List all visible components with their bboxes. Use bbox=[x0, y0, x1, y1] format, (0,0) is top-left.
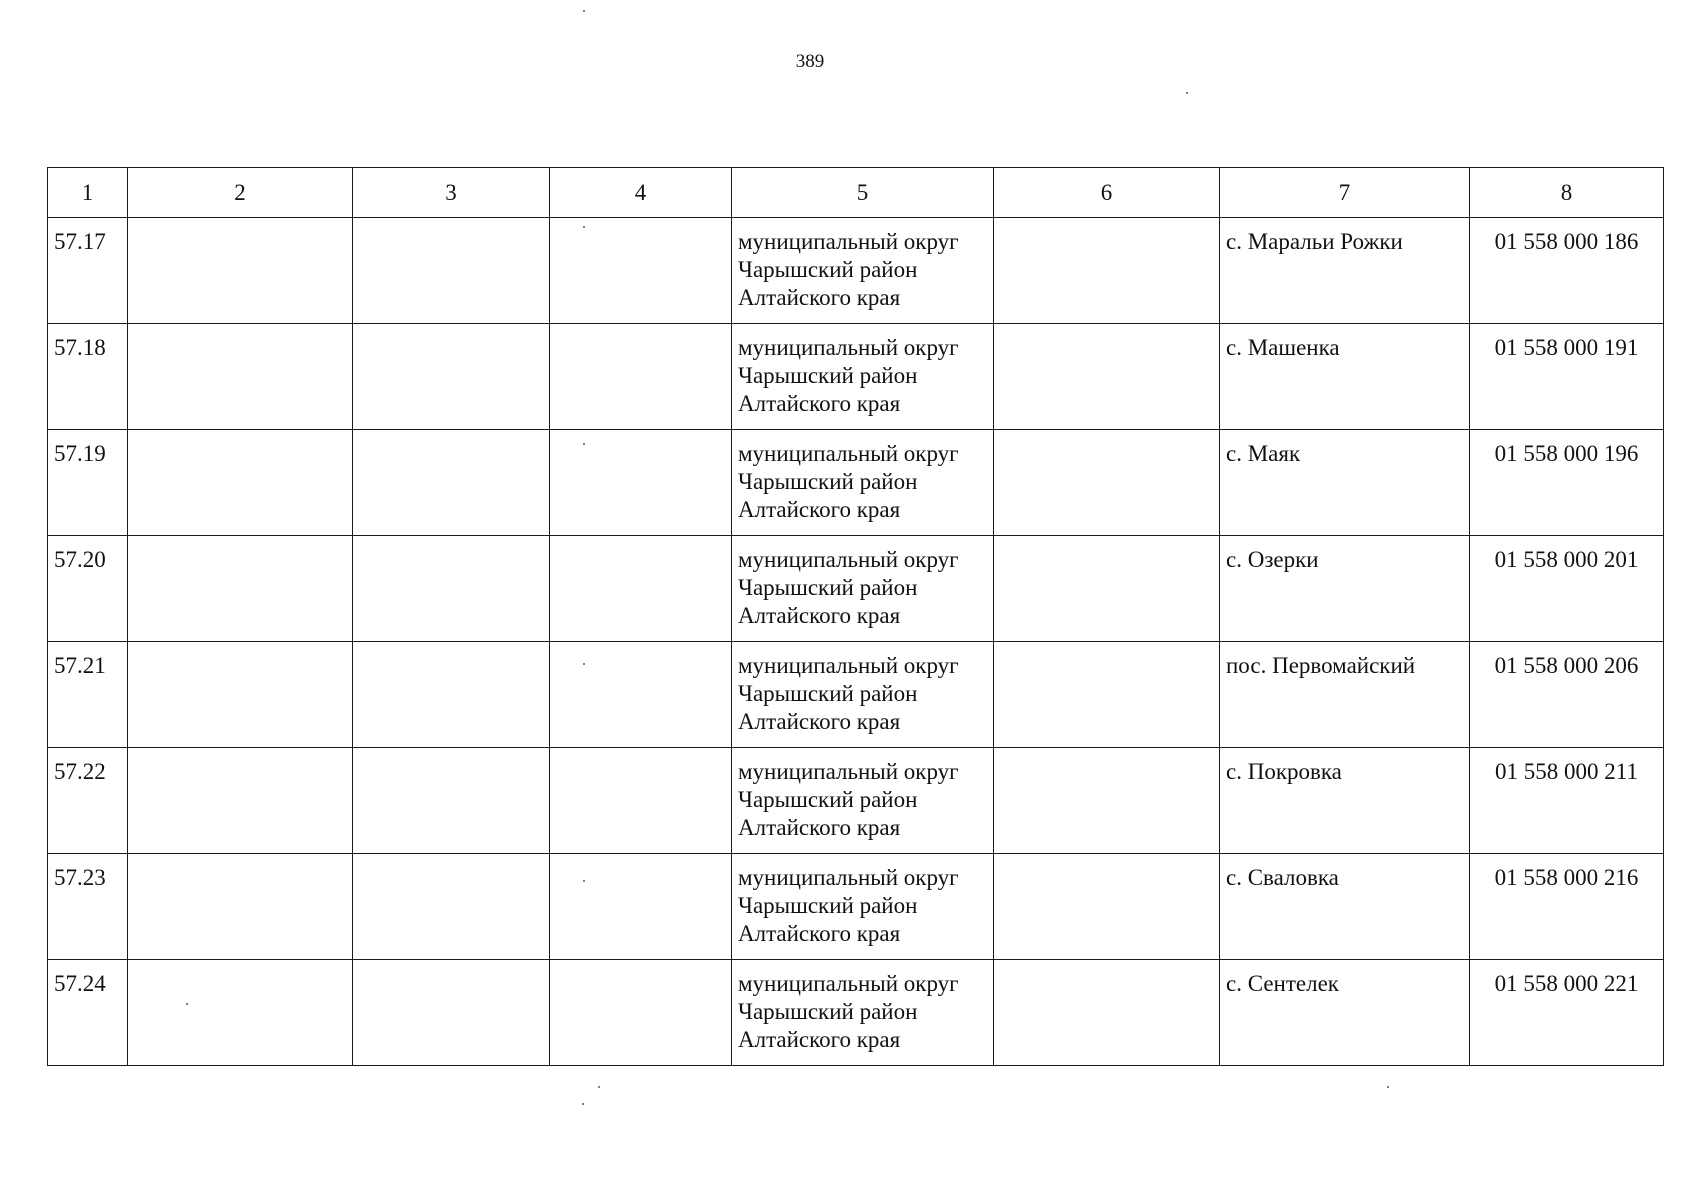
code-cell: 01 558 000 201 bbox=[1470, 536, 1664, 642]
row-number-cell: 57.19 bbox=[48, 430, 128, 536]
table-body bbox=[48, 218, 1664, 1066]
column-3-cell bbox=[353, 218, 550, 324]
municipality-line: Алтайского края bbox=[738, 603, 901, 628]
column-6-cell bbox=[994, 218, 1220, 324]
scan-speck bbox=[583, 10, 585, 12]
settlement-register-table bbox=[47, 167, 1664, 1066]
row-number-cell: 57.22 bbox=[48, 748, 128, 854]
settlement-cell: с. Маяк bbox=[1220, 430, 1470, 536]
municipality-cell bbox=[732, 748, 994, 854]
municipality-line: муниципальный округ bbox=[738, 865, 959, 890]
column-3-cell bbox=[353, 430, 550, 536]
column-4-cell bbox=[550, 854, 732, 960]
column-2-cell bbox=[128, 218, 353, 324]
municipality-cell bbox=[732, 960, 994, 1066]
column-header-2: 2 bbox=[128, 168, 353, 218]
column-2-cell bbox=[128, 430, 353, 536]
column-4-cell bbox=[550, 218, 732, 324]
column-2-cell bbox=[128, 536, 353, 642]
municipality-line: Алтайского края bbox=[738, 815, 901, 840]
scan-speck bbox=[598, 1086, 600, 1088]
municipality-line: Чарышский район bbox=[738, 999, 918, 1024]
table-row bbox=[48, 748, 1664, 854]
column-header-6: 6 bbox=[994, 168, 1220, 218]
scan-speck bbox=[1387, 1086, 1389, 1088]
settlement-cell: с. Озерки bbox=[1220, 536, 1470, 642]
municipality-line: Чарышский район bbox=[738, 893, 918, 918]
column-2-cell bbox=[128, 642, 353, 748]
column-6-cell bbox=[994, 960, 1220, 1066]
scan-speck bbox=[582, 1103, 584, 1105]
municipality-line: Алтайского края bbox=[738, 285, 901, 310]
settlement-cell: с. Сваловка bbox=[1220, 854, 1470, 960]
row-number-cell: 57.17 bbox=[48, 218, 128, 324]
column-4-cell bbox=[550, 960, 732, 1066]
row-number-cell: 57.21 bbox=[48, 642, 128, 748]
municipality-line: муниципальный округ bbox=[738, 441, 959, 466]
municipality-line: Алтайского края bbox=[738, 921, 901, 946]
column-header-1: 1 bbox=[48, 168, 128, 218]
column-2-cell bbox=[128, 960, 353, 1066]
column-6-cell bbox=[994, 854, 1220, 960]
scan-speck bbox=[583, 443, 585, 445]
column-2-cell bbox=[128, 854, 353, 960]
column-4-cell bbox=[550, 430, 732, 536]
column-header-8: 8 bbox=[1470, 168, 1664, 218]
municipality-cell bbox=[732, 324, 994, 430]
table-header bbox=[48, 168, 1664, 218]
column-6-cell bbox=[994, 642, 1220, 748]
column-3-cell bbox=[353, 536, 550, 642]
municipality-line: Алтайского края bbox=[738, 1027, 901, 1052]
table-row bbox=[48, 430, 1664, 536]
row-number-cell: 57.20 bbox=[48, 536, 128, 642]
column-3-cell bbox=[353, 960, 550, 1066]
code-cell: 01 558 000 196 bbox=[1470, 430, 1664, 536]
table-row bbox=[48, 960, 1664, 1066]
scan-speck bbox=[583, 226, 585, 228]
column-3-cell bbox=[353, 642, 550, 748]
page-number: 389 bbox=[795, 51, 825, 72]
settlement-cell: с. Сентелек bbox=[1220, 960, 1470, 1066]
municipality-cell bbox=[732, 218, 994, 324]
municipality-cell bbox=[732, 642, 994, 748]
table-row bbox=[48, 536, 1664, 642]
code-cell: 01 558 000 206 bbox=[1470, 642, 1664, 748]
table-row bbox=[48, 218, 1664, 324]
column-4-cell bbox=[550, 748, 732, 854]
settlement-cell: с. Покровка bbox=[1220, 748, 1470, 854]
code-cell: 01 558 000 191 bbox=[1470, 324, 1664, 430]
settlement-cell: пос. Первомайский bbox=[1220, 642, 1470, 748]
column-header-7: 7 bbox=[1220, 168, 1470, 218]
scan-speck bbox=[1186, 92, 1188, 94]
column-3-cell bbox=[353, 748, 550, 854]
table-row bbox=[48, 642, 1664, 748]
municipality-line: Алтайского края bbox=[738, 391, 901, 416]
municipality-line: Чарышский район bbox=[738, 469, 918, 494]
row-number-cell: 57.24 bbox=[48, 960, 128, 1066]
column-6-cell bbox=[994, 748, 1220, 854]
column-header-3: 3 bbox=[353, 168, 550, 218]
row-number-cell: 57.18 bbox=[48, 324, 128, 430]
municipality-cell bbox=[732, 536, 994, 642]
column-4-cell bbox=[550, 642, 732, 748]
municipality-cell bbox=[732, 854, 994, 960]
column-2-cell bbox=[128, 324, 353, 430]
scan-speck bbox=[583, 880, 585, 882]
column-3-cell bbox=[353, 854, 550, 960]
column-4-cell bbox=[550, 536, 732, 642]
column-2-cell bbox=[128, 748, 353, 854]
code-cell: 01 558 000 221 bbox=[1470, 960, 1664, 1066]
column-3-cell bbox=[353, 324, 550, 430]
column-header-4: 4 bbox=[550, 168, 732, 218]
municipality-line: муниципальный округ bbox=[738, 653, 959, 678]
municipality-line: муниципальный округ bbox=[738, 229, 959, 254]
municipality-line: Чарышский район bbox=[738, 363, 918, 388]
municipality-cell bbox=[732, 430, 994, 536]
municipality-line: муниципальный округ bbox=[738, 547, 959, 572]
header-row bbox=[48, 168, 1664, 218]
municipality-line: муниципальный округ bbox=[738, 759, 959, 784]
table-row bbox=[48, 854, 1664, 960]
municipality-line: Алтайского края bbox=[738, 497, 901, 522]
municipality-line: муниципальный округ bbox=[738, 971, 959, 996]
column-6-cell bbox=[994, 324, 1220, 430]
scan-speck bbox=[186, 1003, 188, 1005]
municipality-line: Чарышский район bbox=[738, 257, 918, 282]
municipality-line: Алтайского края bbox=[738, 709, 901, 734]
code-cell: 01 558 000 211 bbox=[1470, 748, 1664, 854]
municipality-line: Чарышский район bbox=[738, 787, 918, 812]
row-number-cell: 57.23 bbox=[48, 854, 128, 960]
settlement-cell: с. Машенка bbox=[1220, 324, 1470, 430]
column-4-cell bbox=[550, 324, 732, 430]
table-row bbox=[48, 324, 1664, 430]
scan-speck bbox=[583, 663, 585, 665]
municipality-line: Чарышский район bbox=[738, 681, 918, 706]
column-6-cell bbox=[994, 536, 1220, 642]
code-cell: 01 558 000 186 bbox=[1470, 218, 1664, 324]
municipality-line: Чарышский район bbox=[738, 575, 918, 600]
column-6-cell bbox=[994, 430, 1220, 536]
column-header-5: 5 bbox=[732, 168, 994, 218]
code-cell: 01 558 000 216 bbox=[1470, 854, 1664, 960]
municipality-line: муниципальный округ bbox=[738, 335, 959, 360]
settlement-cell: с. Маральи Рожки bbox=[1220, 218, 1470, 324]
